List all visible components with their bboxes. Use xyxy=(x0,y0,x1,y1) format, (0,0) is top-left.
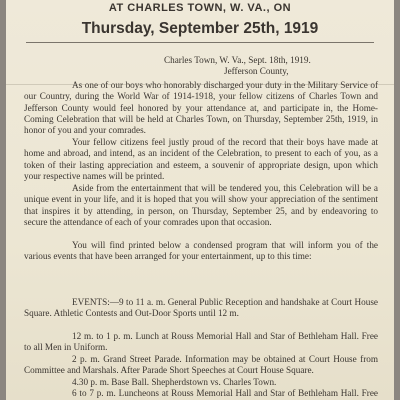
paper-fold xyxy=(6,84,394,85)
paragraph-pride: Your fellow citizens feel justly proud of the record that their boys have made at home and abroad, and intend, as an incident of the Celebration, to present to each of you, as a token of their lasting appreciation and esteem, a souvenir of appropriate design, upon which your respective names will be printed. xyxy=(24,137,378,181)
letter-dateline: Charles Town, W. Va., Sept. 18th, 1919. xyxy=(164,55,311,65)
event-item-baseball: 4.30 p. m. Base Ball. Shepherdstown vs. Charles Town. xyxy=(72,377,277,387)
paragraph-program: You will find printed below a condensed program that will inform you of the various events that have been arranged for your entertainment, up to this time: xyxy=(24,240,378,262)
event-item-lunch: 12 m. to 1 p. m. Lunch at Rouss Memorial Hall and Star of Bethleham Hall. Free to all Men in Uniform. xyxy=(24,331,378,353)
header-date: Thursday, September 25th, 1919 xyxy=(81,20,319,37)
paragraph-intro: As one of our boys who honorably discharged your duty in the Military Service of our Country, during the World War of 1914-1918, your fellow citizens of Charles Town and Jefferson County would feel honored by your attendance at, and participate in, the Home-Coming Celebration that will be held at Charles Town, on Thursday, September 25th, 1919, in honor of you and your comrades. xyxy=(24,80,378,136)
header-title: AT CHARLES TOWN, W. VA., ON xyxy=(108,2,292,14)
event-item-morning: EVENTS:—9 to 11 a. m. General Public Reception and handshake at Court House Square. Athletic Contests and Out-Door Sports until 12 m. xyxy=(24,297,378,319)
event-item-luncheons: 6 to 7 p. m. Luncheons at Rouss Memorial Hall and Star of Bethleham Hall. Free xyxy=(72,388,378,398)
header-rule xyxy=(26,42,374,43)
event-item-parade: 2 p. m. Grand Street Parade. Information may be obtained at Court House from Committee and Marshals. After Parade Short Speeches at Court House Square. xyxy=(24,354,378,376)
paragraph-celebration: Aside from the entertainment that will be tendered you, this Celebration will be a unique event in your life, and it is hoped that you will show your appreciation of the sentiment that inspires it by attending, in person, on Thursday, September 25, and by endeavoring to secure the attendance of each of your comrades upon that occasion. xyxy=(24,183,378,227)
letter-county: Jefferson County, xyxy=(224,66,289,76)
letter-page xyxy=(6,0,394,400)
